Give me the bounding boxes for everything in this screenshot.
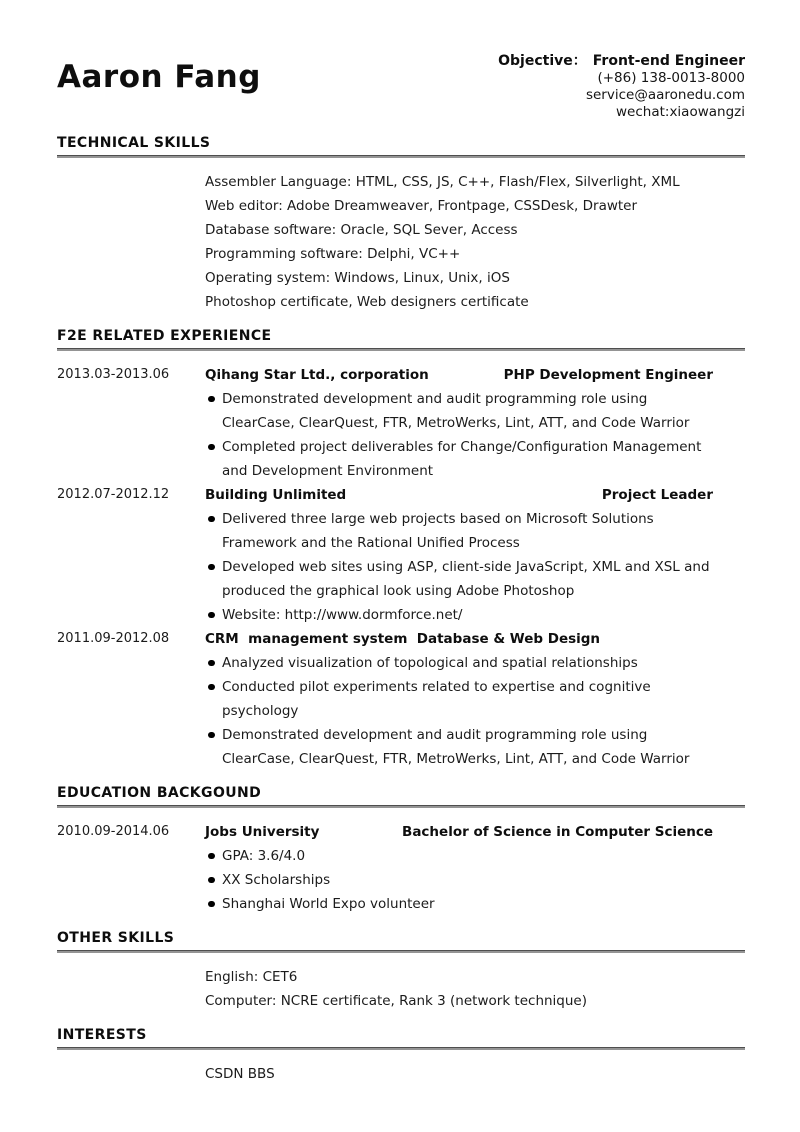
- section-rule: [57, 348, 745, 351]
- entry: [57, 627, 745, 771]
- bullet-line: and Development Environment: [222, 463, 434, 479]
- bullet-item: [205, 868, 713, 892]
- entry-company: Building Unlimited: [205, 487, 347, 503]
- bullet-item: [205, 387, 713, 435]
- bullet-line: XX Scholarships: [222, 872, 331, 888]
- bullet-item: [205, 507, 713, 555]
- bullet-line: psychology: [222, 703, 299, 719]
- entry-main: [205, 820, 713, 916]
- plain-line: Operating system: Windows, Linux, Unix, iOS: [205, 270, 510, 286]
- bullet-list: [205, 844, 713, 916]
- entry-company: Jobs University: [205, 824, 320, 840]
- plain-line: English: CET6: [205, 969, 298, 985]
- bullet-line: Framework and the Rational Unified Process: [222, 535, 520, 551]
- objective-label: Objective：: [498, 53, 587, 69]
- entry-main: [205, 627, 713, 771]
- entry: [57, 820, 745, 916]
- candidate-name: Aaron Fang: [57, 59, 261, 95]
- entry-header: [205, 627, 713, 651]
- bullet-line: produced the graphical look using Adobe Photoshop: [222, 583, 575, 599]
- section-title: EDUCATION BACKGOUND: [57, 785, 262, 801]
- bullet-list: [205, 507, 713, 627]
- plain-line: Assembler Language: HTML, CSS, JS, C++, Flash/Flex, Silverlight, XML: [205, 174, 680, 190]
- bullet-line: Demonstrated development and audit programming role using: [222, 391, 648, 407]
- bullet-item: [205, 603, 713, 627]
- bullet-line: Shanghai World Expo volunteer: [222, 896, 435, 912]
- section-rule: [57, 950, 745, 953]
- entry-company: CRM management system Database & Web Design: [205, 631, 601, 647]
- section-rule: [57, 1047, 745, 1050]
- bullet-line: Website: http://www.dormforce.net/: [222, 607, 463, 623]
- header: [57, 53, 745, 121]
- plain-line: Programming software: Delphi, VC++: [205, 246, 461, 262]
- email-address: service@aaronedu.com: [585, 87, 745, 103]
- bullet-item: [205, 651, 713, 675]
- bullet-line: ClearCase, ClearQuest, FTR, MetroWerks, Lint, ATT, and Code Warrior: [222, 415, 690, 431]
- phone-number: (+86) 138-0013-8000: [597, 70, 745, 86]
- sections: [57, 135, 745, 1086]
- bullet-item: [205, 723, 713, 771]
- bullet-line: Analyzed visualization of topological and spatial relationships: [222, 655, 638, 671]
- section-body: [205, 170, 745, 314]
- bullet-line: Completed project deliverables for Change/Configuration Management: [222, 439, 702, 455]
- entry: [57, 363, 745, 483]
- section-title: TECHNICAL SKILLS: [57, 135, 211, 151]
- bullet-line: Conducted pilot experiments related to expertise and cognitive: [222, 679, 651, 695]
- objective-line: [498, 53, 745, 70]
- bullet-line: Developed web sites using ASP, client-side JavaScript, XML and XSL and: [222, 559, 710, 575]
- entry-header: [205, 483, 713, 507]
- section-other-skills: [57, 930, 745, 1013]
- entry-date: 2010.09-2014.06: [57, 824, 170, 839]
- bullet-line: Demonstrated development and audit programming role using: [222, 727, 648, 743]
- section-body: [205, 965, 745, 1013]
- bullet-list: [205, 651, 713, 771]
- plain-line: Web editor: Adobe Dreamweaver, Frontpage, CSSDesk, Drawter: [205, 198, 638, 214]
- section-f2e-related-experience: [57, 328, 745, 771]
- bullet-line: Delivered three large web projects based on Microsoft Solutions: [222, 511, 654, 527]
- entry-header: [205, 820, 713, 844]
- entry-role: PHP Development Engineer: [503, 367, 713, 383]
- entry-role: Bachelor of Science in Computer Science: [402, 824, 713, 840]
- section-body: [205, 1062, 745, 1086]
- plain-line: Computer: NCRE certificate, Rank 3 (network technique): [205, 993, 588, 1009]
- entry-main: [205, 483, 713, 627]
- section-rule: [57, 155, 745, 158]
- entry-header: [205, 363, 713, 387]
- bullet-item: [205, 892, 713, 916]
- bullet-item: [205, 844, 713, 868]
- plain-line: Photoshop certificate, Web designers certificate: [205, 294, 529, 310]
- section-interests: [57, 1027, 745, 1086]
- bullet-line: GPA: 3.6/4.0: [222, 848, 306, 864]
- section-body: [57, 820, 745, 916]
- contact-block: [498, 53, 745, 121]
- bullet-list: [205, 387, 713, 483]
- wechat-id: wechat:xiaowangzi: [616, 104, 745, 120]
- plain-line: Database software: Oracle, SQL Sever, Access: [205, 222, 518, 238]
- section-title: INTERESTS: [57, 1027, 147, 1043]
- section-title: F2E RELATED EXPERIENCE: [57, 328, 272, 344]
- plain-line: CSDN BBS: [205, 1066, 275, 1082]
- bullet-item: [205, 435, 713, 483]
- entry-date: 2011.09-2012.08: [57, 631, 170, 646]
- entry-date: 2012.07-2012.12: [57, 487, 170, 502]
- section-body: [57, 363, 745, 771]
- entry-date: 2013.03-2013.06: [57, 367, 170, 382]
- section-rule: [57, 805, 745, 808]
- entry-main: [205, 363, 713, 483]
- entry: [57, 483, 745, 627]
- section-title: OTHER SKILLS: [57, 930, 175, 946]
- entry-company: Qihang Star Ltd., corporation: [205, 367, 429, 383]
- objective-value: Front-end Engineer: [592, 53, 745, 69]
- bullet-line: ClearCase, ClearQuest, FTR, MetroWerks, Lint, ATT, and Code Warrior: [222, 751, 690, 767]
- section-education-backgound: [57, 785, 745, 916]
- entry-role: Project Leader: [601, 487, 713, 503]
- section-technical-skills: [57, 135, 745, 314]
- bullet-item: [205, 675, 713, 723]
- bullet-item: [205, 555, 713, 603]
